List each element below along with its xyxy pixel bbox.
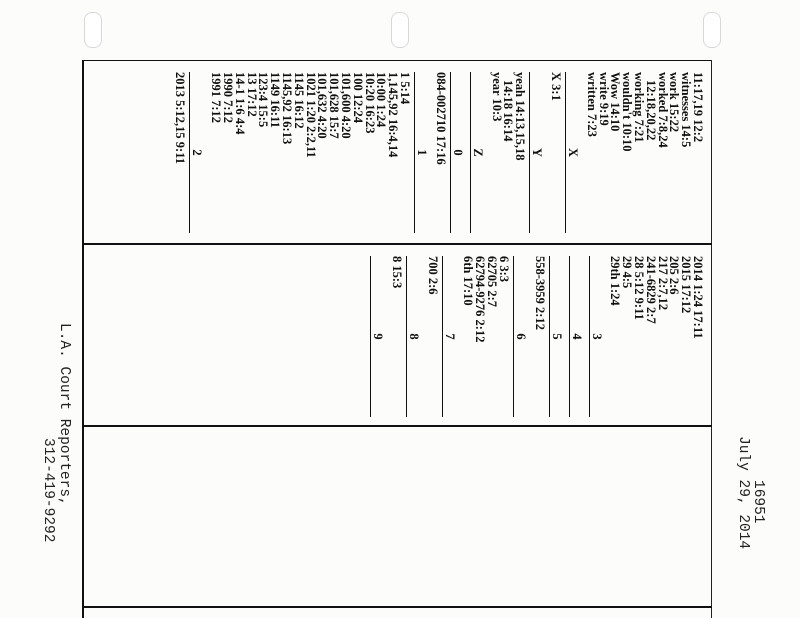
reporter-phone: 312-419-9292 bbox=[40, 438, 56, 543]
index-entry: 2015 17:12 bbox=[679, 256, 694, 314]
index-letter-heading: 0 bbox=[450, 149, 465, 156]
index-entry: 62794-9276 2:12 bbox=[473, 256, 488, 343]
index-entry: 1 5:14 bbox=[398, 72, 413, 105]
index-entry-continuation: 14:18 16:14 bbox=[501, 80, 516, 142]
index-entry: 10:20 16:23 bbox=[362, 72, 377, 134]
index-letter-heading: 6 bbox=[513, 333, 528, 340]
index-entry: 084-002710 17:16 bbox=[433, 72, 448, 165]
frame-right-rule bbox=[711, 60, 712, 618]
index-entry: 8 15:3 bbox=[389, 256, 404, 289]
index-entry: write 9:19 bbox=[596, 72, 611, 126]
index-letter-heading: 9 bbox=[371, 333, 386, 340]
index-letter-heading: Y bbox=[530, 147, 545, 158]
index-entry: wouldn't 10:10 bbox=[620, 72, 635, 152]
index-entry: 28 5:12 9:11 bbox=[632, 256, 647, 320]
index-entry: 101,600 4:20 bbox=[339, 72, 354, 139]
index-entry-continuation: 12:18,20,22 bbox=[643, 80, 658, 141]
reporter-name: L.A. Court Reporters, bbox=[56, 323, 72, 506]
index-entry: 1991 7:12 bbox=[209, 72, 224, 124]
index-entry: year 10:3 bbox=[489, 72, 504, 122]
index-letter-heading: 3 bbox=[589, 333, 604, 340]
index-entry: 2013 5:12,15 9:11 bbox=[173, 72, 188, 165]
index-entry: 10:00 1:24 bbox=[374, 72, 389, 128]
binder-hole bbox=[84, 12, 102, 48]
index-entry: 700 2:6 bbox=[425, 256, 440, 295]
index-entry: 1021 1:20 2:2,11 bbox=[303, 72, 318, 158]
index-entry: Wow 14:10 bbox=[608, 72, 623, 132]
index-entry: 123:4 15:5 bbox=[256, 72, 271, 128]
index-entry: 100 12:24 bbox=[350, 72, 365, 124]
index-entry: 241-6829 2:7 bbox=[643, 256, 658, 324]
index-column-3 bbox=[84, 426, 711, 611]
index-entry: 101,632 4:20 bbox=[315, 72, 330, 139]
index-entry: 1990 7:12 bbox=[221, 72, 236, 124]
binder-hole bbox=[703, 12, 721, 48]
index-letter-heading: 2 bbox=[190, 149, 205, 156]
index-entry: 1149 16:11 bbox=[268, 72, 283, 128]
page-number: 16951 bbox=[750, 480, 766, 524]
index-entry: 29th 1:24 bbox=[608, 256, 623, 306]
index-entry: 6 3:3 bbox=[496, 256, 511, 283]
index-entry: X 3:1 bbox=[549, 72, 564, 101]
index-entry: worked 7:8,24 bbox=[655, 72, 670, 148]
index-entry: work 15:22 bbox=[667, 72, 682, 133]
index-entry: 558-3959 2:12 bbox=[532, 256, 547, 330]
transcript-date: July 29, 2014 bbox=[735, 436, 751, 550]
index-entry: 2014 1:24 17:11 bbox=[691, 256, 705, 339]
word-index bbox=[84, 60, 711, 618]
index-letter-heading: 5 bbox=[549, 333, 564, 340]
index-column-1 bbox=[84, 60, 711, 245]
index-entry: 11:17,19 12:2 bbox=[691, 72, 705, 143]
index-entry: 13 17:12 bbox=[244, 72, 259, 117]
index-column-2 bbox=[84, 244, 711, 429]
index-entry: 62705 2:7 bbox=[485, 256, 500, 308]
index-entry: 14-1 1:6 4:4 bbox=[232, 72, 247, 135]
index-letter-heading: Z bbox=[470, 148, 485, 157]
index-entry: 205 2:6 bbox=[667, 256, 682, 295]
index-entry: 1,145,92 16:4,14 bbox=[386, 72, 401, 158]
index-entry: 101,628 15:7 bbox=[327, 72, 342, 139]
index-letter-heading: 1 bbox=[415, 149, 430, 156]
index-letter-heading: 7 bbox=[442, 333, 457, 340]
index-entry: witnesses 14:5 bbox=[679, 72, 694, 148]
index-letter-heading: X bbox=[566, 147, 581, 158]
index-entry: 1145 16:12 bbox=[291, 72, 306, 129]
index-entry: written 7:23 bbox=[584, 72, 599, 137]
index-entry: working 7:21 bbox=[632, 72, 647, 143]
index-entry: yeah 14:13,15,18 bbox=[513, 72, 528, 161]
index-letter-heading: 4 bbox=[569, 333, 584, 340]
binder-hole bbox=[391, 12, 409, 48]
index-entry: 6th 17:10 bbox=[461, 256, 476, 306]
index-entry: 29 4:5 bbox=[620, 256, 635, 289]
index-letter-heading: 8 bbox=[406, 333, 421, 340]
index-entry: 217 2:7,12 bbox=[655, 256, 670, 311]
index-entry: 1145,92 16:13 bbox=[280, 72, 295, 145]
